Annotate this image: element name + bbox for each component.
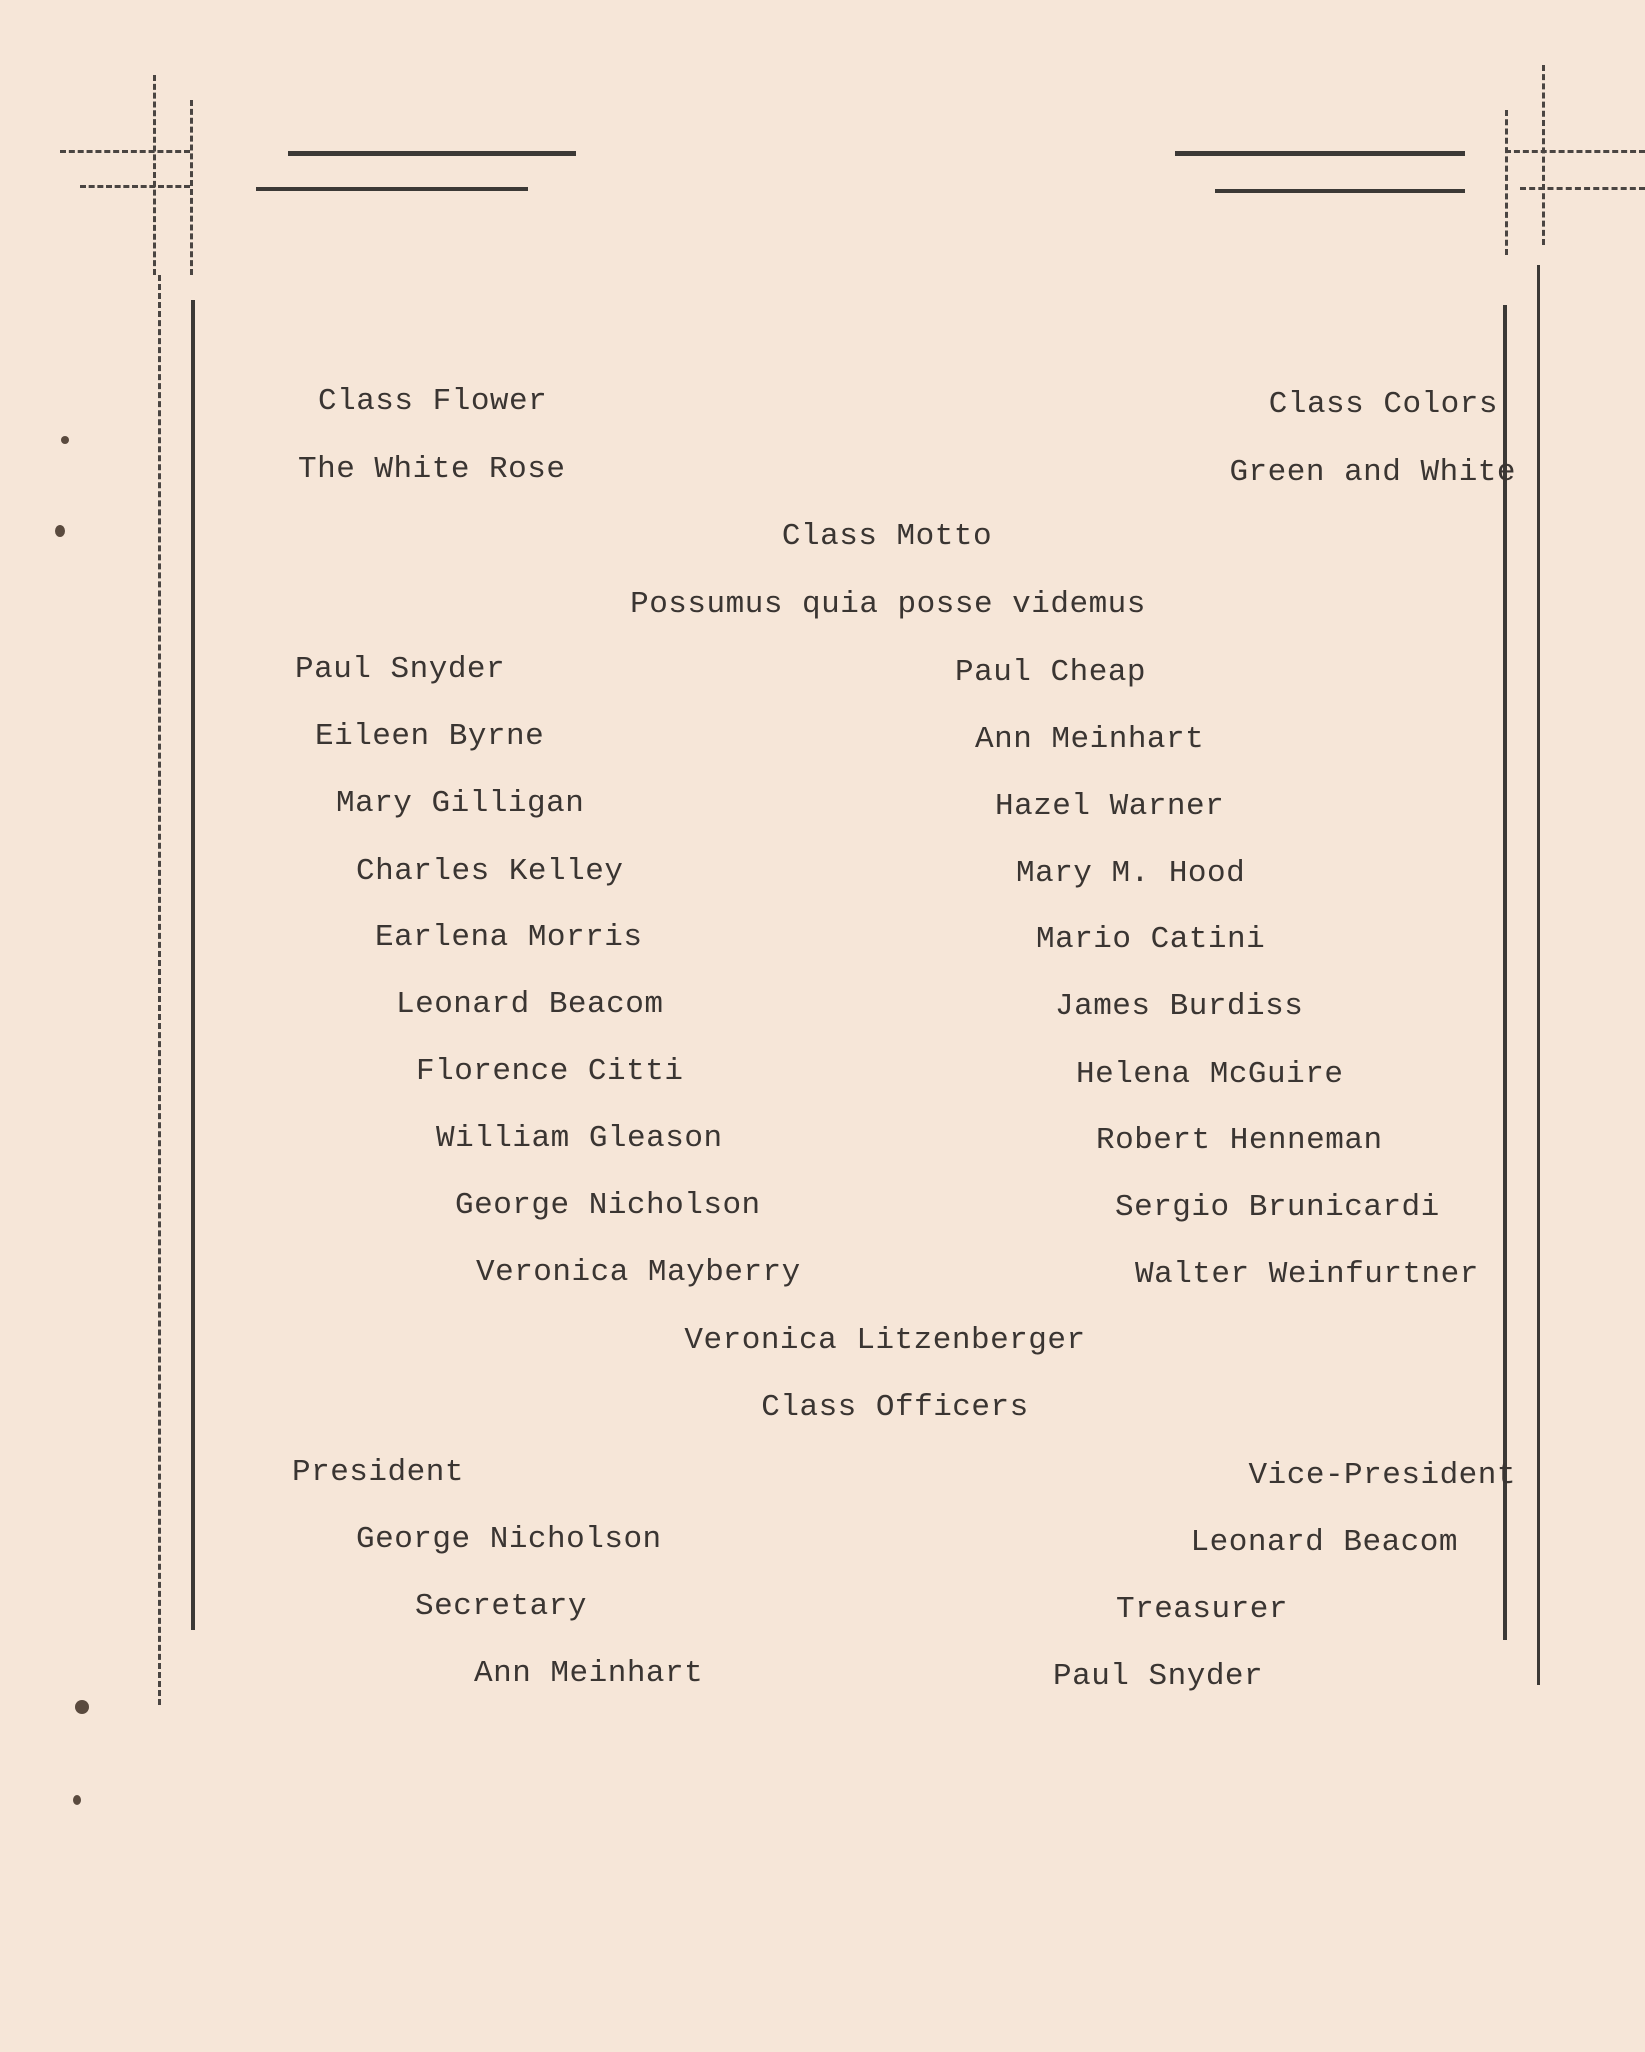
member-name: Helena McGuire xyxy=(1076,1057,1344,1092)
border-dash xyxy=(1505,150,1645,153)
member-name: Mary Gilligan xyxy=(336,786,585,821)
class-colors-value: Green and White xyxy=(1229,455,1516,490)
border-rule-vertical xyxy=(191,300,195,1630)
border-rule xyxy=(256,187,528,191)
officer-name-treasurer: Paul Snyder xyxy=(1053,1659,1264,1694)
class-flower-value: The White Rose xyxy=(298,452,566,487)
border-dash-vertical xyxy=(158,275,161,1705)
paper-spot xyxy=(55,525,65,537)
paper-spot xyxy=(75,1700,89,1714)
officer-title-president: President xyxy=(292,1455,464,1490)
officer-title-vice-president: Vice-President xyxy=(1248,1458,1516,1493)
member-name: Charles Kelley xyxy=(356,854,624,889)
border-dash xyxy=(1520,187,1645,190)
member-name: James Burdiss xyxy=(1055,989,1304,1024)
member-name: Mary M. Hood xyxy=(1016,856,1246,891)
class-motto-heading: Class Motto xyxy=(781,519,993,554)
paper-spot xyxy=(73,1795,81,1805)
member-name: Hazel Warner xyxy=(995,789,1225,824)
border-rule xyxy=(288,151,576,156)
paper-spot xyxy=(61,436,69,444)
member-name: Ann Meinhart xyxy=(975,722,1205,757)
border-dash xyxy=(80,185,190,188)
class-colors-heading: Class Colors xyxy=(1268,387,1498,422)
member-name: Earlena Morris xyxy=(375,920,643,955)
border-dash xyxy=(60,150,190,153)
member-name: Paul Cheap xyxy=(955,655,1147,690)
border-rule-vertical xyxy=(1503,305,1507,1640)
border-rule-vertical xyxy=(1537,265,1540,1685)
member-name: Sergio Brunicardi xyxy=(1115,1190,1440,1225)
border-rule xyxy=(1175,151,1465,156)
officer-name-secretary: Ann Meinhart xyxy=(474,1656,704,1691)
officer-name-vice-president: Leonard Beacom xyxy=(1190,1525,1458,1560)
class-motto-value: Possumus quia posse videmus xyxy=(630,587,1146,622)
member-name: Paul Snyder xyxy=(295,652,506,687)
member-name: Florence Citti xyxy=(416,1054,684,1089)
class-flower-heading: Class Flower xyxy=(318,384,548,419)
member-name: Veronica Mayberry xyxy=(476,1255,801,1290)
member-name: Eileen Byrne xyxy=(315,719,545,754)
member-name: Leonard Beacom xyxy=(396,987,664,1022)
member-name: Mario Catini xyxy=(1036,922,1266,957)
officer-title-treasurer: Treasurer xyxy=(1116,1592,1288,1627)
border-dash-vertical xyxy=(153,75,156,275)
member-name: George Nicholson xyxy=(455,1188,761,1223)
member-name: Walter Weinfurtner xyxy=(1135,1257,1479,1292)
member-name: William Gleason xyxy=(436,1121,723,1156)
border-dash-vertical xyxy=(190,100,193,275)
member-name-final: Veronica Litzenberger xyxy=(684,1323,1086,1358)
officer-title-secretary: Secretary xyxy=(415,1589,587,1624)
class-officers-heading: Class Officers xyxy=(761,1390,1029,1425)
border-rule xyxy=(1215,189,1465,193)
border-dash-vertical xyxy=(1542,65,1545,245)
officer-name-president: George Nicholson xyxy=(356,1522,662,1557)
member-name: Robert Henneman xyxy=(1096,1123,1383,1158)
border-dash-vertical xyxy=(1505,110,1508,255)
